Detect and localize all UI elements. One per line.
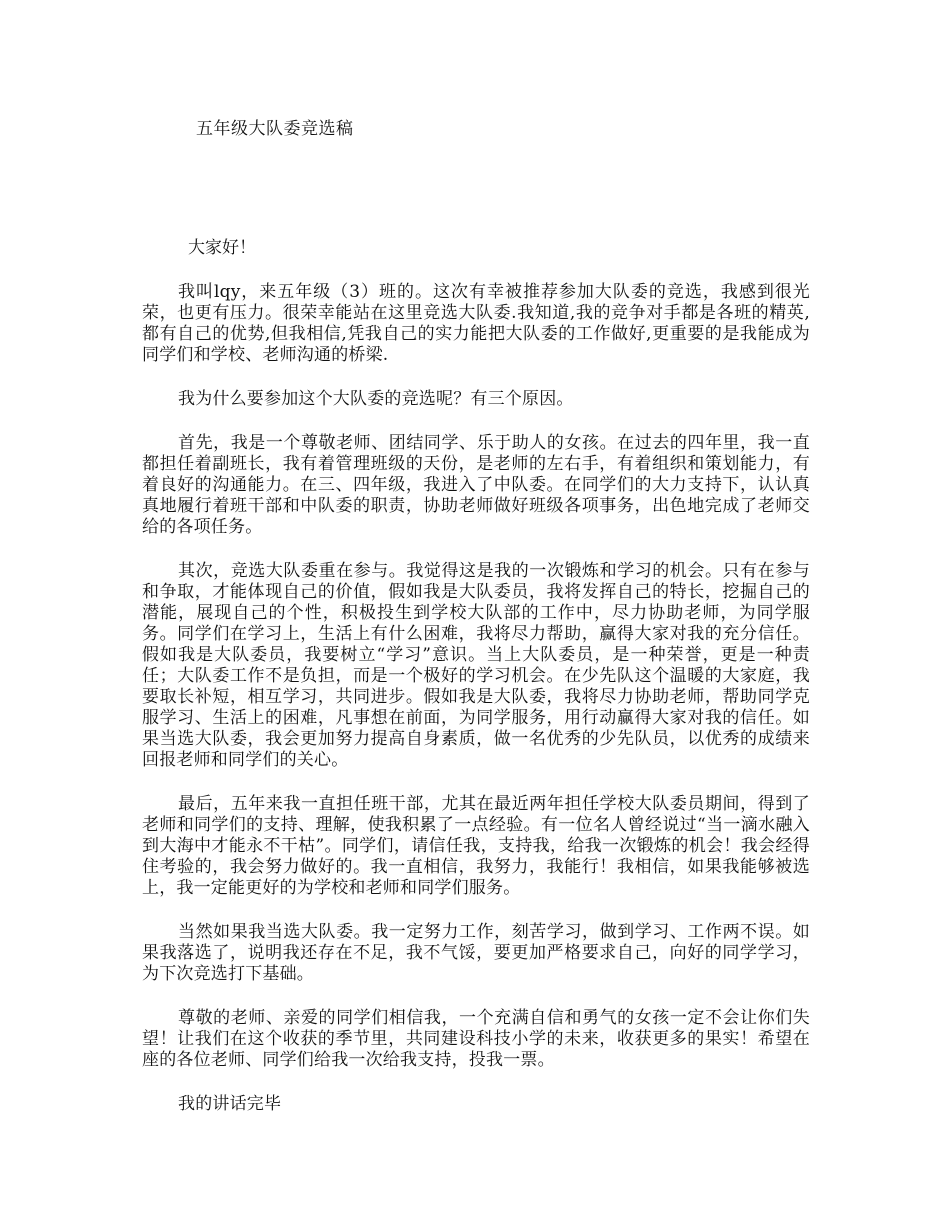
- paragraph-question: 我为什么要参加这个大队委的竞选呢？有三个原因。: [178, 389, 574, 409]
- paragraph-third-reason: 最后，五年来我一直担任班干部，尤其在最近两年担任学校大队委员期间，得到了老师和同学们的支持、理解，使我积累了一点经验。有一位名人曾经说过“当一滴水融入到大海中才能永不干枯”。同学们，请信任我，支持我，给我一次锻炼的机会！我会经得住考验的，我会努力做好的。我一直相信，我努力，我能行！我相信，如果我能够被选上，我一定能更好的为学校和老师和同学们服务。: [142, 794, 810, 898]
- paragraph-second-reason: 其次，竞选大队委重在参与。我觉得这是我的一次锻炼和学习的机会。只有在参与和争取，才能体现自己的价值，假如我是大队委员，我将发挥自己的特长，挖掘自己的潜能，展现自己的个性，积极投生到学校大队部的工作中，尽力协助老师，为同学服务。同学们在学习上，生活上有什么困难，我将尽力帮助，赢得大家对我的充分信任。假如我是大队委员，我要树立“学习”意识。当上大队委员，是一种荣誉，更是一种责任；大队委工作不是负担，而是一个极好的学习机会。在少先队这个温暖的大家庭，我要取长补短，相互学习，共同进步。假如我是大队委，我将尽力协助老师，帮助同学克服学习、生活上的困难，凡事想在前面，为同学服务，用行动赢得大家对我的信任。如果当选大队委，我会更加努力提高自身素质，做一名优秀的少先队员，以优秀的成绩来回报老师和同学们的关心。: [142, 561, 810, 770]
- paragraph-commitment: 当然如果我当选大队委。我一定努力工作，刻苦学习，做到学习、工作两不误。如果我落选了，说明我还存在不足，我不气馁，要更加严格要求自己，向好的同学学习，为下次竞选打下基础。: [142, 922, 810, 984]
- greeting: 大家好！: [188, 238, 256, 258]
- document-title: 五年级大队委竞选稿: [196, 119, 354, 139]
- paragraph-first-reason: 首先，我是一个尊敬老师、团结同学、乐于助人的女孩。在过去的四年里，我一直都担任着副班长，我有着管理班级的天份，是老师的左右手，有着组织和策划能力，有着良好的沟通能力。在三、四年级，我进入了中队委。在同学们的大力支持下，认认真真地履行着班干部和中队委的职责，协助老师做好班级各项事务，出色地完成了老师交给的各项任务。: [142, 433, 810, 537]
- paragraph-appeal: 尊敬的老师、亲爱的同学们相信我，一个充满自信和勇气的女孩一定不会让你们失望！让我们在这个收获的季节里，共同建设科技小学的未来，收获更多的果实！希望在座的各位老师、同学们给我一次给我支持，投我一票。: [142, 1008, 810, 1070]
- paragraph-closing: 我的讲话完毕: [178, 1094, 282, 1114]
- document-body: [142, 238, 810, 1138]
- paragraph-intro: 我叫lqy，来五年级（3）班的。这次有幸被推荐参加大队委的竞选，我感到很光荣，也更有压力。很荣幸能站在这里竞选大队委.我知道,我的竞争对手都是各班的精英,都有自己的优势,但我相信,凭我自己的实力能把大队委的工作做好,更重要的是我能成为同学们和学校、老师沟通的桥梁.: [142, 282, 810, 365]
